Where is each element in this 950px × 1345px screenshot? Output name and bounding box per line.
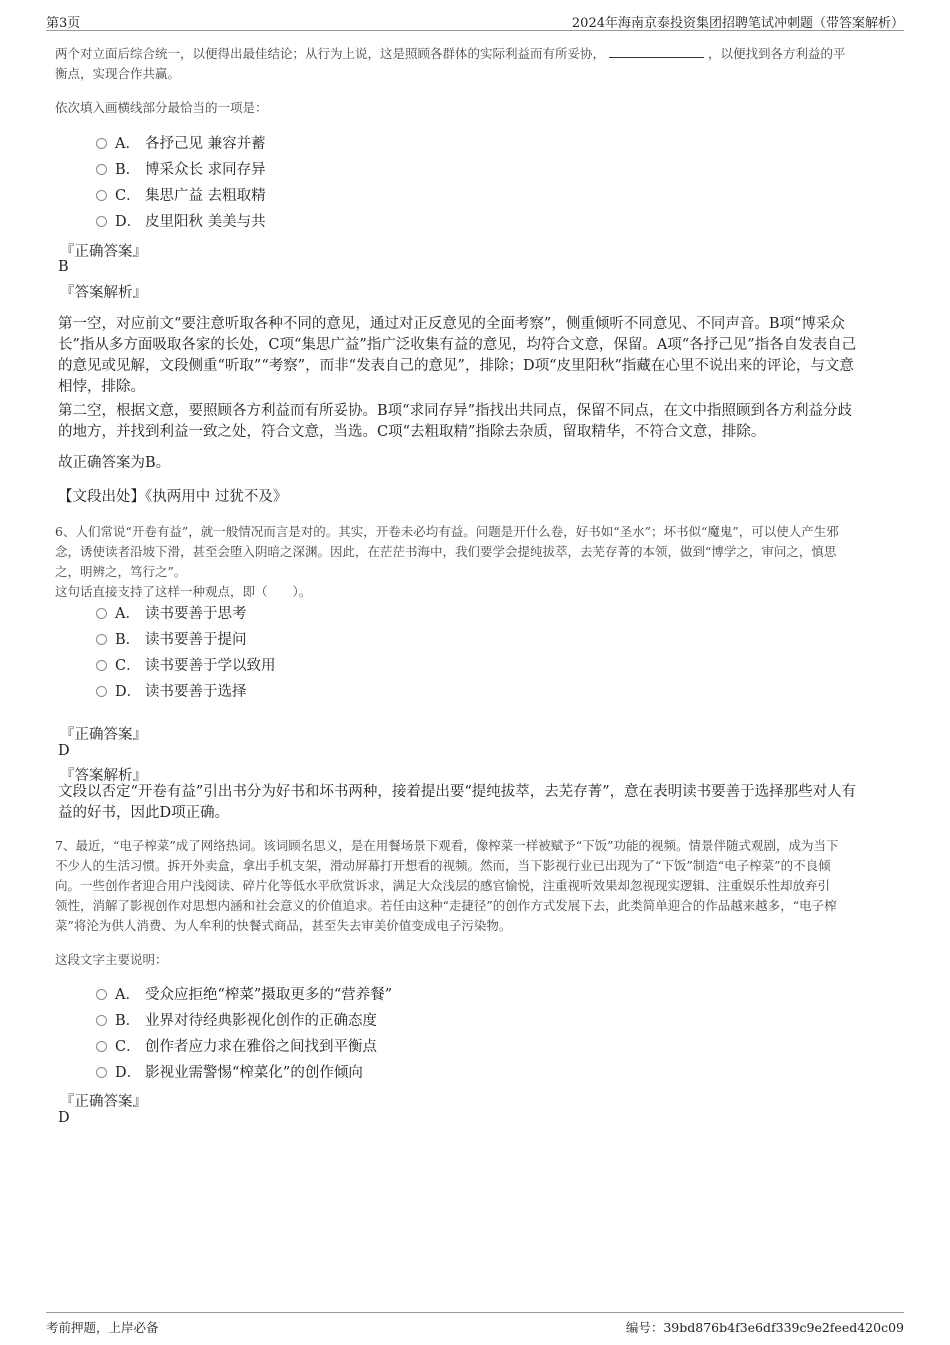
radio-icon[interactable] — [96, 989, 107, 1000]
q5-option-a[interactable]: A． 各抒己见 兼容并蓄 — [96, 134, 266, 154]
q7-stem: 7、最近，“电子榨菜”成了网络热词。该词顾名思义，是在用餐场景下观看，像榨菜一样被赋予“下饭”功能的视频。情景伴随式观剧，成为当下 不少人的生活习惯。拆开外卖盒，拿出手机支架，滑动屏幕打开想看的视频。然而，当下影视行业已出现为了“下饭”制造“电子榨菜”的不良倾 向。一些创作者迎合用户浅阅读、碎片化等低水平欣赏诉求，满足大众浅层的感官愉悦，注重视听效果却忽视现实逻辑、注重娱乐性却放弃引 领性，消解了影视创作对思想内涵和社会意义的价值追求。若任由这种“走捷径”的创作方式发展下去，此类简单迎合的作品越来越多，“电子榨 菜”将沦为供人消费、为人牟利的快餐式商品，甚至失去审美价值变成电子污染物。 — [55, 838, 839, 933]
q6-stem: 6、人们常说“开卷有益”，就一般情况而言是对的。其实，开卷未必均有益。问题是开什么卷，好书如“圣水”；坏书似“魔鬼”，可以使人产生邪 念，诱使读者沿坡下滑，甚至会堕入阴暗之深渊。因此，在茫茫书海中，我们要学会提纯拔萃，去芜存菁的本领，做到“博学之，审问之，慎思 之，明辨之，笃行之”。 这句话直接支持了这样一种观点，即（ ）。 — [55, 524, 839, 599]
q7-option-a[interactable]: A． 受众应拒绝“榨菜”摄取更多的“营养餐” — [96, 985, 392, 1005]
radio-icon[interactable] — [96, 686, 107, 697]
radio-icon[interactable] — [96, 216, 107, 227]
radio-icon[interactable] — [96, 1067, 107, 1078]
answer-value: B — [58, 259, 69, 275]
answer-label: 『正确答案』 — [60, 727, 147, 743]
q5-stem: 两个对立面后综合统一，以便得出最佳结论；从行为上说，这是照顾各群体的实际利益而有所妥协， ，以便找到各方利益的平 衡点，实现合作共赢。 — [55, 46, 846, 81]
radio-icon[interactable] — [96, 634, 107, 645]
q6-option-c[interactable]: C． 读书要善于学以致用 — [96, 656, 276, 676]
page-footer — [46, 1312, 904, 1335]
radio-icon[interactable] — [96, 138, 107, 149]
q7-option-b[interactable]: B． 业界对待经典影视化创作的正确态度 — [96, 1011, 377, 1031]
q7-prompt: 这段文字主要说明： — [55, 952, 168, 967]
page-number: 第3页 — [46, 16, 81, 31]
footer-slogan: 考前押题，上岸必备 — [46, 1320, 159, 1335]
page-header — [46, 10, 904, 31]
q7-option-d[interactable]: D． 影视业需警惕“榨菜化”的创作倾向 — [96, 1063, 363, 1083]
q7-option-c[interactable]: C． 创作者应力求在雅俗之间找到平衡点 — [96, 1037, 377, 1057]
q5-source: 【文段出处】《执两用中 过犹不及》 — [58, 489, 288, 505]
fill-blank — [609, 45, 704, 58]
document-code: 编号：39bd876b4f3e6df339c9e2feed420c09 — [625, 1320, 904, 1335]
answer-label: 『正确答案』 — [60, 1094, 147, 1110]
radio-icon[interactable] — [96, 1015, 107, 1026]
answer-value: D — [58, 1110, 70, 1126]
q6-option-b[interactable]: B． 读书要善于提问 — [96, 630, 247, 650]
q5-conclusion: 故正确答案为B。 — [58, 455, 171, 471]
q5-option-d[interactable]: D． 皮里阳秋 美美与共 — [96, 212, 266, 232]
analysis-label: 『答案解析』 — [60, 768, 147, 784]
q6-analysis: 文段以否定“开卷有益”引出书分为好书和坏书两种，接着提出要“提纯拔萃，去芜存菁”，意在表明读书要善于选择那些对人有 益的好书，因此D项正确。 — [58, 784, 857, 821]
radio-icon[interactable] — [96, 660, 107, 671]
q5-prompt: 依次填入画横线部分最恰当的一项是： — [55, 100, 268, 115]
q5-analysis-p1: 第一空，对应前文“要注意听取各种不同的意见，通过对正反意见的全面考察”，侧重倾听不同意见、不同声音。B项“博采众 长”指从多方面吸取各家的长处，C项“集思广益”指广泛收集有益的意见，均符合文意，保留。A项“各抒己见”指各自发表自己 的意见或见解，文段侧重“听取”“考察”，而非“发表自己的意见”，排除；D项“皮里阳秋”指藏在心里不说出来的评论，与文意 相悖，排除。 — [58, 316, 857, 395]
radio-icon[interactable] — [96, 1041, 107, 1052]
analysis-label: 『答案解析』 — [60, 285, 147, 301]
answer-value: D — [58, 743, 70, 759]
radio-icon[interactable] — [96, 608, 107, 619]
radio-icon[interactable] — [96, 164, 107, 175]
q5-option-c[interactable]: C． 集思广益 去粗取精 — [96, 186, 266, 206]
radio-icon[interactable] — [96, 190, 107, 201]
q6-option-a[interactable]: A． 读书要善于思考 — [96, 604, 247, 624]
document-title: 2024年海南京泰投资集团招聘笔试冲刺题（带答案解析） — [571, 16, 904, 31]
answer-label: 『正确答案』 — [60, 244, 147, 260]
q5-option-b[interactable]: B． 博采众长 求同存异 — [96, 160, 266, 180]
q6-option-d[interactable]: D． 读书要善于选择 — [96, 682, 247, 702]
q5-analysis-p2: 第二空，根据文意，要照顾各方利益而有所妥协。B项“求同存异”指找出共同点，保留不同点，在文中指照顾到各方利益分歧 的地方，并找到利益一致之处，符合文意，当选。C项“去粗取精”指除去杂质，留取精华，不符合文意，排除。 — [58, 403, 852, 440]
